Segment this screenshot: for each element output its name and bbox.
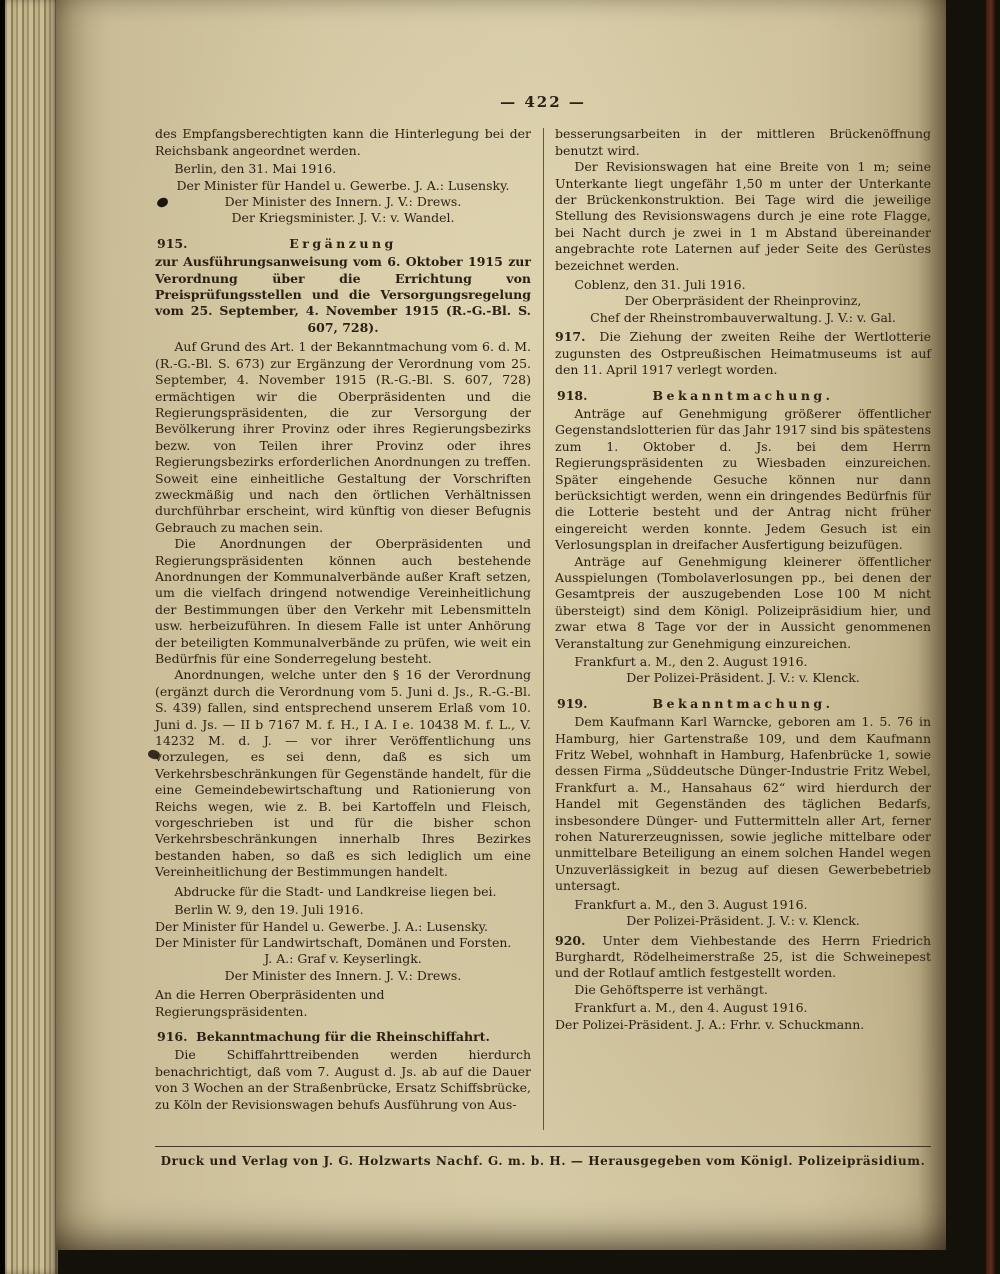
item-920-date: Frankfurt a. M., den 4. August 1916.	[574, 1000, 808, 1016]
intro-continuation: des Empfangsberechtigten kann die Hinterlegung bei der Reichsbank angeordnet werden.	[155, 126, 531, 158]
item-916-number: 916.	[157, 1028, 188, 1044]
item-919-heading	[555, 696, 931, 712]
page-footer	[155, 1146, 931, 1168]
item-915-heading	[155, 236, 531, 252]
book-cover-edge	[986, 0, 995, 1274]
item-916-para1-continuation: besserungsarbeiten in der mittleren Brückenöffnung benutzt wird.	[555, 126, 931, 158]
item-915-signature-2: Der Minister für Landwirtschaft, Domänen und Forsten.	[155, 934, 512, 950]
paper-page	[56, 0, 946, 1250]
item-920-signature: Der Polizei-Präsident. J. A.: Frhr. v. Schuckmann.	[555, 1016, 865, 1032]
item-919-signature: Der Polizei-Präsident. J. V.: v. Klenck.	[626, 913, 860, 929]
intro-date: Berlin, den 31. Mai 1916.	[174, 161, 337, 177]
item-919-para1: Dem Kaufmann Karl Warncke, geboren am 1. 5. 76 in Hamburg, hier Gartenstraße 109, und dem Kaufmann Fritz Webel, wohnhaft in Hamburg, Hafenbrücke 1, sowie dessen Firma „Süddeutsche Dünger-Industrie Fritz Webel, Frankfurt a. M., Hansahaus 62“ wird hierdurch der Handel mit Gegenständen des täglichen Bedarfs, insbesondere Dünger- und Futtermitteln aller Art, ferner rohen Naturerzeugnissen, sowie jegliche mittelbare oder unmittelbare Beteiligung an einem solchen Handel wegen Unzuverlässigkeit in bezug auf diesen Gewerbebetrieb untersagt.	[555, 714, 931, 894]
item-915-subtitle: zur Ausführungsanweisung vom 6. Oktober 1915 zur Verordnung über die Errichtung von Preisprüfungsstellen und die Versorgungsregelung vom 25. September, 4. November 1915 (R.-G.-Bl. S. 607, 728).	[155, 254, 531, 335]
item-916-heading	[155, 1029, 531, 1045]
item-916-para1: Die Schiffahrttreibenden werden hierdurch benachrichtigt, daß vom 7. August d. Js. ab auf die Dauer von 3 Wochen an der Straßenbrücke, Ersatz Schiffsbrücke, zu Köln der Revisionswagen behufs Ausführung von Aus-	[155, 1047, 531, 1112]
item-918-para1: Anträge auf Genehmigung größerer öffentlicher Gegenstandslotterien für das Jahr 1917 sind bis spätestens zum 1. Oktober d. Js. bei dem Herrn Regierungspräsidenten zu Wiesbaden einzureichen. Später eingehende Gesuche können nur dann berücksichtigt werden, wenn ein dringendes Bedürfnis für die Lotterie besteht und der Antrag nicht früher eingereicht werden konnte. Jedem Gesuch ist ein Verlosungsplan in dreifacher Ausfertigung beizufügen.	[555, 405, 931, 553]
item-919-date: Frankfurt a. M., den 3. August 1916.	[574, 896, 808, 912]
item-918-date: Frankfurt a. M., den 2. August 1916.	[574, 654, 808, 669]
two-column-text	[155, 126, 931, 1134]
item-916-date: Coblenz, den 31. Juli 1916.	[574, 277, 746, 293]
imprint-line: Druck und Verlag von J. G. Holzwarts Nachf. G. m. b. H. — Herausgegeben vom Königl. Polizeipräsidium.	[160, 1154, 926, 1168]
item-920	[555, 933, 931, 982]
item-917	[555, 329, 931, 378]
ink-blot-mark	[156, 197, 169, 208]
item-919-title: Bekanntmachung.	[652, 695, 834, 711]
intro-signature-2	[155, 194, 531, 210]
item-916-signature-2: Chef der Rheinstrombauverwaltung. J. V.: v. Gal.	[590, 309, 896, 325]
item-915-signature-4: Der Minister des Innern. J. V.: Drews.	[224, 967, 462, 983]
item-920-text: Unter dem Viehbestande des Herrn Friedrich Burghardt, Rödelheimerstraße 25, ist die Schweinepest und der Rotlauf amtlich festgestellt worden.	[555, 932, 931, 981]
intro-signature-3: Der Kriegsminister. J. V.: v. Wandel.	[231, 210, 455, 226]
item-920-number: 920.	[555, 932, 586, 948]
item-919-number: 919.	[557, 695, 588, 711]
item-915-date: Berlin W. 9, den 19. Juli 1916.	[174, 902, 364, 918]
item-920-para2: Die Gehöftsperre ist verhängt.	[574, 981, 768, 997]
item-915-para1: Auf Grund des Art. 1 der Bekanntmachung vom 6. d. M. (R.-G.-Bl. S. 673) zur Ergänzung der Verordnung vom 25. September, 4. November 1915 (R.-G.-Bl. S. 607, 728) ermächtigen wir die Oberpräsidenten und die Regierungspräsidenten, die zur Versorgung der Bevölkerung ihrer Provinz oder ihres Regierungsbezirks bezw. von Teilen ihrer Provinz oder ihres Regierungsbezirks erforderlichen Anordnungen zu treffen. Soweit eine einheitliche Gestaltung der Vorschriften zweckmäßig und nach den örtlichen Verhältnissen durchführbar erscheint, wird künftig von dieser Befugnis Gebrauch zu machen sein.	[155, 339, 531, 535]
item-918-title: Bekanntmachung.	[652, 387, 834, 403]
footer-rule	[155, 1146, 931, 1147]
item-918-number: 918.	[557, 387, 588, 403]
page-content	[155, 94, 931, 1134]
item-915-signature-1: Der Minister für Handel u. Gewerbe. J. A.: Lusensky.	[155, 918, 488, 934]
item-918-para2: Anträge auf Genehmigung kleinerer öffentlicher Ausspielungen (Tombolaverlosungen pp., bei denen der Gesamtpreis der auszugebenden Lose 100 M nicht übersteigt) sind dem Königl. Polizeipräsidium hier, und zwar etwa 8 Tage vor der in Aussicht genommenen Veranstaltung zur Genehmigung einzureichen.	[555, 553, 931, 651]
item-915-title: Ergänzung	[289, 235, 397, 251]
item-915-para3: Anordnungen, welche unter den § 16 der Verordnung (ergänzt durch die Verordnung vom 5. Juni d. Js., R.-G.-Bl. S. 439) fallen, sind entsprechend unserem Erlaß vom 10. Juni d. Js. — II b 7167 M. f. H., I A. I e. 10438 M. f. L., V. 14232 M. d. J. — vor ihrer Veröffentlichung uns vorzulegen, es sei denn, daß es sich um Verkehrsbeschränkungen für Gegenstände handelt, für die eine Gemeindebewirtschaftung und Rationierung von Reichs wegen, wie z. B. bei Kartoffeln und Fleisch, vorgeschrieben ist und für die bisher schon Verkehrsbeschränkungen innerhalb Ihres Bezirkes bestanden haben, so daß es sich lediglich um eine Vereinheitlichung der Bestimmungen handelt.	[155, 667, 531, 880]
column-divider-rule	[543, 128, 544, 1130]
item-917-number: 917.	[555, 329, 586, 345]
item-916-title: Bekanntmachung für die Rheinschiffahrt.	[196, 1028, 490, 1044]
signature-text: Der Minister des Innern. J. V.: Drews.	[224, 194, 462, 210]
page-number: — 422 —	[500, 93, 586, 111]
left-column	[155, 126, 531, 1134]
item-916-signature-1: Der Oberpräsident der Rheinprovinz,	[624, 293, 862, 309]
item-917-text: Die Ziehung der zweiten Reihe der Wertlotterie zugunsten des Ostpreußischen Heimatmuseums ist auf den 11. April 1917 verlegt worden.	[555, 329, 931, 378]
item-918-heading	[555, 388, 931, 404]
item-915-signature-3: J. A.: Graf v. Keyserlingk.	[264, 951, 422, 967]
item-915-number: 915.	[157, 235, 188, 251]
item-915-addressee: An die Herren Oberpräsidenten und Regierungspräsidenten.	[155, 987, 385, 1019]
item-916-para2: Der Revisionswagen hat eine Breite von 1 m; seine Unterkante liegt ungefähr 1,50 m unter der Unterkante der Brückenkonstruktion. Bei Tage wird die jeweilige Stellung des Revisionswagens durch je eine rote Flagge, bei Nacht durch je zwei in 1 m Abstand übereinander angebrachte rote Laternen auf jeder Seite des Gerüstes bezeichnet werden.	[555, 159, 931, 273]
intro-signature-1: Der Minister für Handel u. Gewerbe. J. A.: Lusensky.	[176, 177, 510, 193]
item-915-para4: Abdrucke für die Stadt- und Landkreise liegen bei.	[174, 883, 497, 899]
book-page-edges	[0, 0, 58, 1274]
item-915-para2: Die Anordnungen der Oberpräsidenten und Regierungspräsidenten können auch bestehende Anordnungen der Kommunalverbände außer Kraft setzen, um die vielfach dringend notwendige Vereinheitlichung der Bestimmungen über den Verkehr mit Lebensmitteln usw. herbeizuführen. In diesem Falle ist unter Anhörung der beteiligten Kommunalverbände zu prüfen, wie weit ein Bedürfnis für eine Sonderregelung besteht.	[155, 536, 531, 666]
item-918-signature: Der Polizei-Präsident. J. V.: v. Klenck.	[626, 670, 860, 686]
right-column	[555, 126, 931, 1134]
